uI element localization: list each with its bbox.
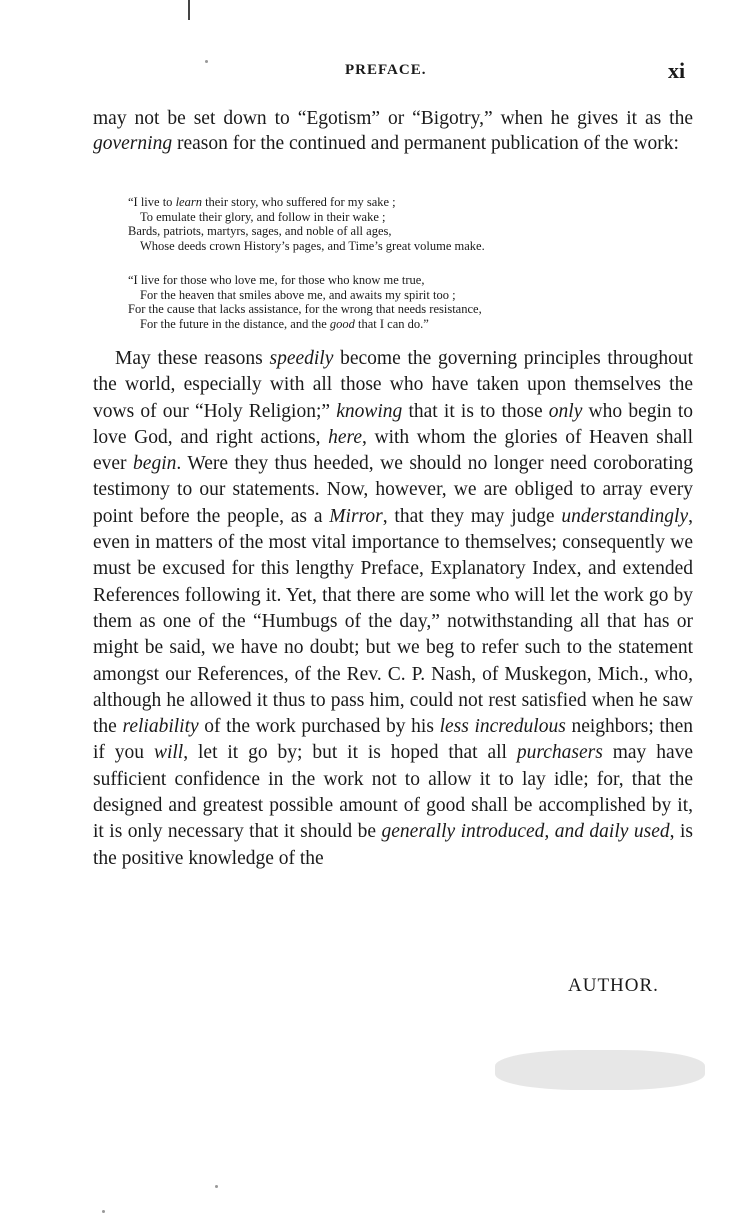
opening-paragraph xyxy=(93,106,693,156)
text-run: For the heaven that smiles above me, and awaits my spirit too ; xyxy=(140,287,456,302)
emphasis: less incredulous xyxy=(439,716,566,738)
emphasis: good xyxy=(329,316,355,331)
poem-line xyxy=(128,195,668,210)
poem-line xyxy=(128,302,668,317)
text-run: “I live for those who love me, for those who know me true, xyxy=(128,273,425,287)
text-run: , is the positive knowledge of the xyxy=(93,821,693,869)
text-run: reason for the continued and permanent publication of the work: xyxy=(172,133,679,154)
page-number: xi xyxy=(668,58,686,83)
emphasis: here xyxy=(328,426,363,448)
text-run: , that they may judge xyxy=(382,505,562,527)
emphasis: Mirror xyxy=(329,505,383,527)
speck xyxy=(215,1185,218,1188)
text-run: may not be set down to “Egotism” or “Bigotry,” when he gives it as the xyxy=(93,108,693,129)
poem-stanza-2 xyxy=(128,273,668,331)
emphasis: speedily xyxy=(269,348,334,369)
poem-line xyxy=(128,317,668,332)
poem-line xyxy=(128,239,668,254)
text-run: . Were they thus heeded, we should no longer need coroborating testimony to our statements. Now, however, we are obliged to array every point before the people, as a xyxy=(93,453,694,527)
running-head: PREFACE. xyxy=(345,62,427,78)
emphasis: governing xyxy=(93,133,173,154)
text-run: may have sufficient confidence in the work not to allow it to lay idle; for, that the designed and greatest possible amount of good shall be accomplished by it, it is only necessary that it should be xyxy=(93,742,694,843)
emphasis: purchasers xyxy=(516,742,603,764)
emphasis: understandingly xyxy=(561,505,689,527)
poem-line xyxy=(128,224,668,239)
text-run: who begin to love God, and right actions, xyxy=(93,400,693,448)
text-run: “I live to xyxy=(128,195,176,209)
show-through-smudge xyxy=(495,1050,705,1090)
emphasis: will xyxy=(153,742,184,764)
page-mark xyxy=(188,0,190,20)
text-run: neighbors; then if you xyxy=(93,716,693,764)
text-run: that it is to those xyxy=(402,400,549,422)
text-run: To emulate their glory, and follow in their wake ; xyxy=(140,209,386,224)
emphasis: only xyxy=(548,400,583,422)
emphasis: reliability xyxy=(122,716,199,738)
page-header xyxy=(0,58,750,88)
text-run: For the cause that lacks assistance, for the wrong that needs resistance, xyxy=(128,302,482,316)
opening-text xyxy=(93,106,693,156)
signature: AUTHOR. xyxy=(568,975,659,996)
emphasis: learn xyxy=(175,195,202,209)
poem-line xyxy=(128,288,668,303)
text-run: May these reasons xyxy=(115,348,270,369)
poem-line xyxy=(128,273,668,288)
emphasis: begin xyxy=(133,453,177,475)
poem-line xyxy=(128,210,668,225)
text-run: For the future in the distance, and the xyxy=(140,316,330,331)
speck xyxy=(102,1210,105,1213)
text-run: become the governing principles throughout the world, especially with all those who have taken upon themselves the vows of our “Holy Religion;” xyxy=(93,348,694,422)
text-run: Whose deeds crown History’s pages, and Time’s great volume make. xyxy=(140,238,485,253)
text-run: their story, who suffered for my sake ; xyxy=(201,195,396,209)
text-run: of the work purchased by his xyxy=(198,716,440,738)
text-run: , let it go by; but it is hoped that all xyxy=(183,742,517,764)
poem-stanza-1 xyxy=(128,195,668,253)
text-run: , even in matters of the most vital importance to themselves; consequently we must be excused for this lengthy Preface, Explanatory Index, and extended References following it. Yet, that there are some who will let the work go by them as one of the “Humbugs of the day,” notwithstanding all that has or might be said, we have no doubt; but we beg to refer such to the statement amongst our References, of the Rev. C. P. Nash, of Muskegon, Mich., who, although he allowed it thus to pass him, could not rest satisfied when he saw the xyxy=(93,505,693,738)
text-run: , with whom the glories of Heaven shall ever xyxy=(93,426,693,475)
speck xyxy=(205,60,208,63)
body-paragraph xyxy=(93,346,693,872)
text-run: Bards, patriots, martyrs, sages, and noble of all ages, xyxy=(128,224,392,238)
emphasis: knowing xyxy=(336,400,403,422)
emphasis: generally introduced, and daily used xyxy=(381,821,670,843)
text-run: that I can do.” xyxy=(354,316,429,331)
